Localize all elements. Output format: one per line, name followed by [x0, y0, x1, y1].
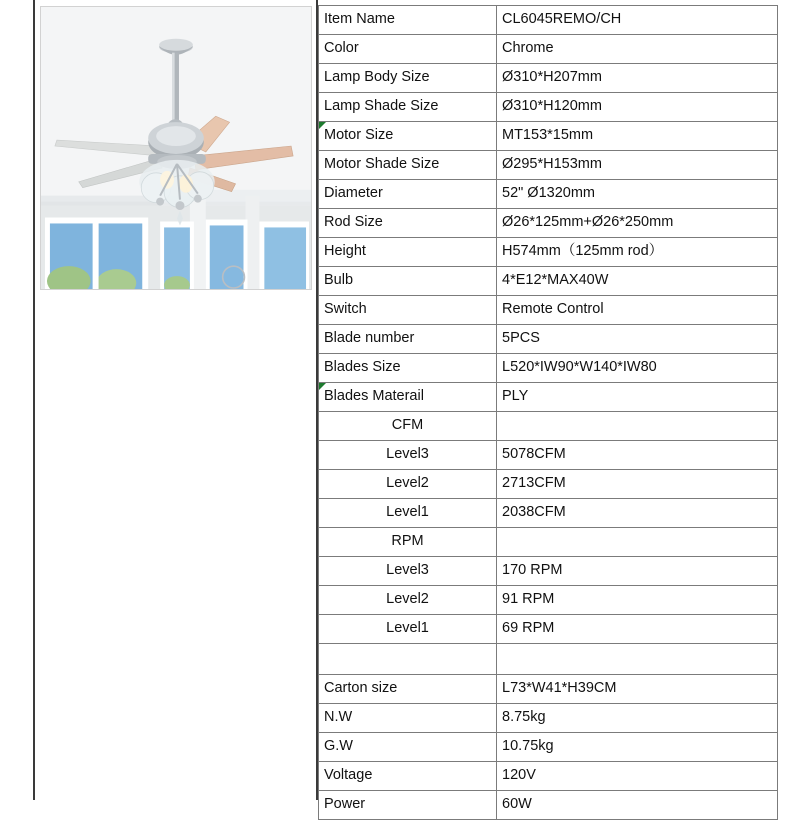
spec-label-cell: Diameter — [319, 180, 497, 209]
table-row — [319, 441, 778, 470]
spec-value-cell: 10.75kg — [497, 733, 778, 762]
product-image-cell — [33, 0, 318, 800]
spec-value-cell: 4*E12*MAX40W — [497, 267, 778, 296]
spec-label-cell: Bulb — [319, 267, 497, 296]
table-row — [319, 586, 778, 615]
table-row — [319, 151, 778, 180]
table-row — [319, 180, 778, 209]
spec-value-cell — [497, 528, 778, 557]
spec-value-cell: PLY — [497, 383, 778, 412]
spec-label-cell: G.W — [319, 733, 497, 762]
spec-value-cell: 5078CFM — [497, 441, 778, 470]
table-row — [319, 675, 778, 704]
table-row — [319, 762, 778, 791]
spec-label-cell: Level3 — [319, 441, 497, 470]
table-row — [319, 122, 778, 151]
spec-label-cell: Color — [319, 35, 497, 64]
spec-label-cell: CFM — [319, 412, 497, 441]
spec-value-cell: Ø310*H120mm — [497, 93, 778, 122]
spec-value-cell: 5PCS — [497, 325, 778, 354]
table-row — [319, 704, 778, 733]
spec-label-cell: RPM — [319, 528, 497, 557]
spec-value-cell: 2038CFM — [497, 499, 778, 528]
spec-label-cell: Switch — [319, 296, 497, 325]
table-row — [319, 499, 778, 528]
spec-label-cell: Blades Size — [319, 354, 497, 383]
spec-value-cell: Remote Control — [497, 296, 778, 325]
table-row — [319, 93, 778, 122]
spec-label-cell: Lamp Body Size — [319, 64, 497, 93]
spec-value-cell: Ø26*125mm+Ø26*250mm — [497, 209, 778, 238]
spec-label-cell: Height — [319, 238, 497, 267]
spec-label-cell: Level2 — [319, 470, 497, 499]
spec-value-cell: 8.75kg — [497, 704, 778, 733]
table-row — [319, 615, 778, 644]
spec-label-cell: Motor Size — [319, 122, 497, 151]
table-row — [319, 733, 778, 762]
table-row — [319, 209, 778, 238]
spec-label-cell: Level1 — [319, 499, 497, 528]
spec-value-cell: 170 RPM — [497, 557, 778, 586]
spec-value-cell: L520*IW90*W140*IW80 — [497, 354, 778, 383]
spec-value-cell: CL6045REMO/CH — [497, 6, 778, 35]
table-row — [319, 325, 778, 354]
table-row — [319, 791, 778, 820]
spec-value-cell — [497, 412, 778, 441]
table-row — [319, 296, 778, 325]
table-row — [319, 354, 778, 383]
spec-label-cell: N.W — [319, 704, 497, 733]
spec-value-cell: 60W — [497, 791, 778, 820]
specification-table-body — [319, 6, 778, 820]
spec-value-cell: 69 RPM — [497, 615, 778, 644]
table-row — [319, 644, 778, 675]
spec-label-cell: Level2 — [319, 586, 497, 615]
product-photo — [40, 6, 312, 290]
spec-label-cell: Lamp Shade Size — [319, 93, 497, 122]
table-row — [319, 528, 778, 557]
spec-value-cell — [497, 644, 778, 675]
spec-value-cell: Chrome — [497, 35, 778, 64]
spec-label-cell: Rod Size — [319, 209, 497, 238]
spec-value-cell: 91 RPM — [497, 586, 778, 615]
spec-value-cell: Ø295*H153mm — [497, 151, 778, 180]
spec-label-cell: Carton size — [319, 675, 497, 704]
spec-label-cell: Power — [319, 791, 497, 820]
spec-label-cell — [319, 644, 497, 675]
ceiling-fan-illustration — [41, 7, 311, 289]
spec-value-cell: 120V — [497, 762, 778, 791]
spec-label-cell: Level3 — [319, 557, 497, 586]
spec-label-cell: Blades Materail — [319, 383, 497, 412]
table-row — [319, 557, 778, 586]
table-row — [319, 35, 778, 64]
spec-value-cell: MT153*15mm — [497, 122, 778, 151]
spec-value-cell: L73*W41*H39CM — [497, 675, 778, 704]
table-row — [319, 238, 778, 267]
spec-label-cell: Motor Shade Size — [319, 151, 497, 180]
table-row — [319, 470, 778, 499]
spec-value-cell: H574mm（125mm rod） — [497, 238, 778, 267]
spec-label-cell: Blade number — [319, 325, 497, 354]
spec-label-cell: Voltage — [319, 762, 497, 791]
specification-table — [318, 5, 778, 820]
table-row — [319, 383, 778, 412]
spec-value-cell: Ø310*H207mm — [497, 64, 778, 93]
spec-value-cell: 2713CFM — [497, 470, 778, 499]
table-row — [319, 6, 778, 35]
spec-value-cell: 52" Ø1320mm — [497, 180, 778, 209]
table-row — [319, 267, 778, 296]
table-row — [319, 64, 778, 93]
spec-label-cell: Level1 — [319, 615, 497, 644]
spec-label-cell: Item Name — [319, 6, 497, 35]
table-row — [319, 412, 778, 441]
